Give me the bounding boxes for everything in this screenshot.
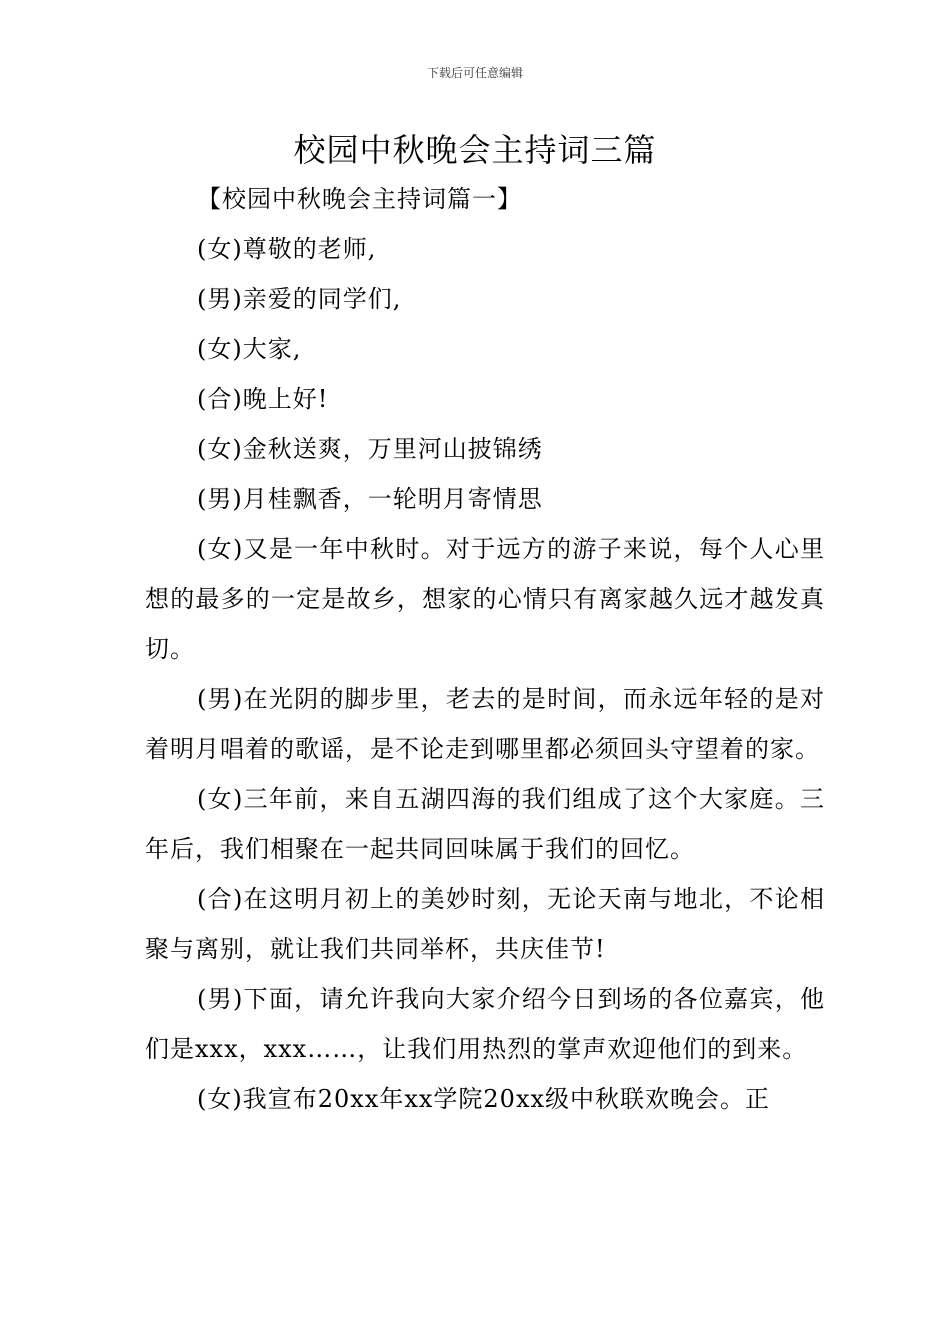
paragraph: (女)又是一年中秋时。对于远方的游子来说，每个人心里想的最多的一定是故乡，想家的心情只有离家越久远才越发真切。 xyxy=(145,535,825,663)
document-title: 校园中秋晚会主持词三篇 xyxy=(293,131,657,169)
paragraph: (女)大家, xyxy=(197,335,302,363)
paragraph: (男)下面，请允许我向大家介绍今日到场的各位嘉宾，他们是xxx，xxx……，让我们用热烈的掌声欢迎他们的到来。 xyxy=(145,985,825,1063)
document-body xyxy=(145,174,825,1124)
paragraph: (女)金秋送爽，万里河山披锦绣 xyxy=(197,435,543,463)
paragraph: (男)在光阴的脚步里，老去的是时间，而永远年轻的是对着明月唱着的歌谣，是不论走到哪里都必须回头守望着的家。 xyxy=(145,685,825,763)
header-note: 下载后可任意编辑 xyxy=(426,66,523,80)
section-heading: 【校园中秋晚会主持词篇一】 xyxy=(197,185,522,213)
paragraph: (女)三年前，来自五湖四海的我们组成了这个大家庭。三年后，我们相聚在一起共同回味属于我们的回忆。 xyxy=(145,785,825,863)
paragraph: (合)在这明月初上的美妙时刻，无论天南与地北，不论相聚与离别，就让我们共同举杯，共庆佳节! xyxy=(145,885,825,963)
paragraph: (女)我宣布20xx年xx学院20xx级中秋联欢晚会。正 xyxy=(197,1085,771,1113)
paragraph: (男)月桂飘香，一轮明月寄情思 xyxy=(197,485,543,513)
paragraph: (合)晚上好! xyxy=(197,385,329,413)
paragraph: (男)亲爱的同学们, xyxy=(197,285,402,313)
paragraph: (女)尊敬的老师, xyxy=(197,235,377,263)
